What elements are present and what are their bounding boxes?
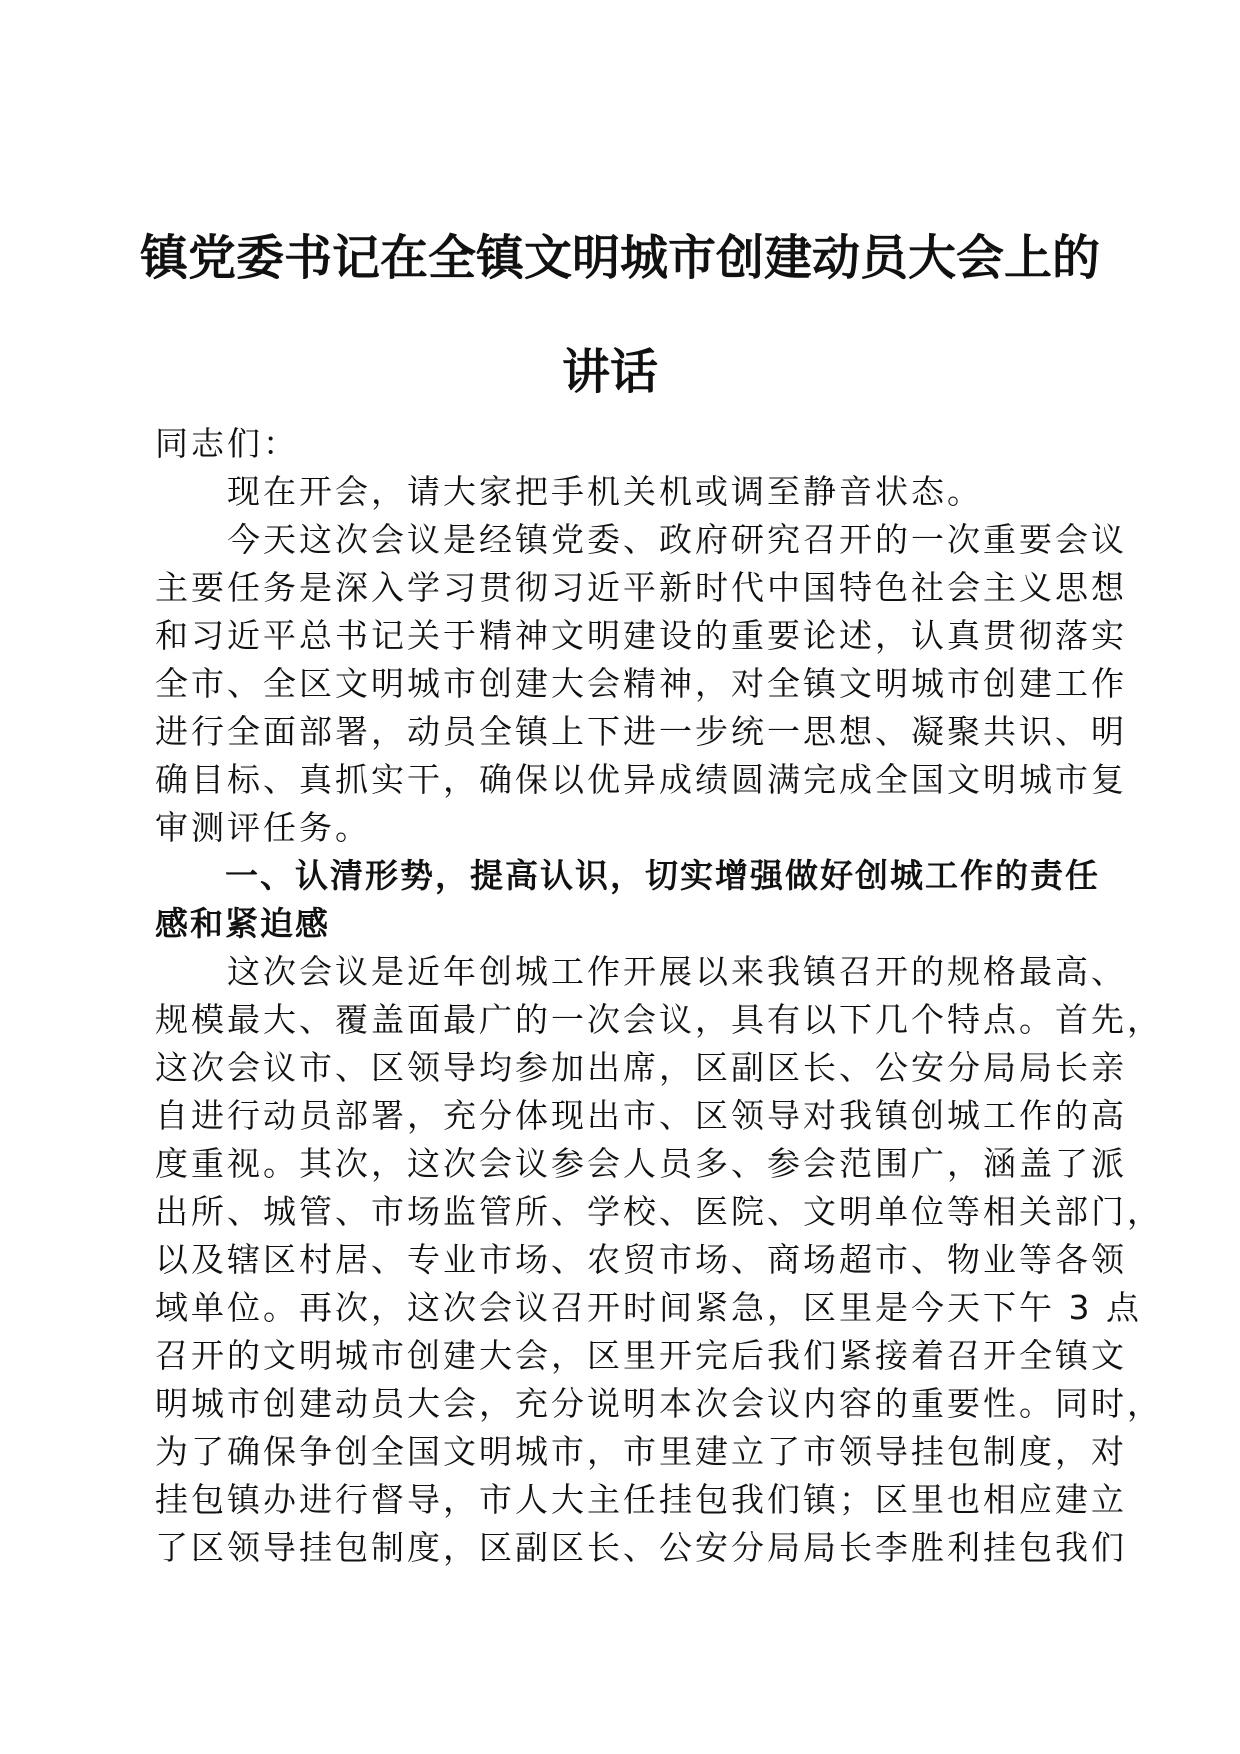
paragraph-line: 这次会议是近年创城工作开展以来我镇召开的规格最高、 [155,952,1127,991]
document-title-line-1: 镇党委书记在全镇文明城市创建动员大会上的 [140,230,1101,286]
document-title-line-2: 讲话 [561,344,658,400]
paragraph-line: 以及辖区村居、专业市场、农贸市场、商场超市、物业等各领 [155,1240,1127,1279]
paragraph-line: 主要任务是深入学习贯彻习近平新时代中国特色社会主义思想 [155,568,1127,607]
salutation: 同志们： [155,424,299,463]
paragraph-line: 确目标、真抓实干，确保以优异成绩圆满完成全国文明城市复 [155,760,1127,799]
paragraph-line: 和习近平总书记关于精神文明建设的重要论述，认真贯彻落实 [155,616,1127,655]
paragraph-line: 自进行动员部署，充分体现出市、区领导对我镇创城工作的高 [155,1096,1127,1135]
paragraph-line: 今天这次会议是经镇党委、政府研究召开的一次重要会议 [155,520,1127,559]
paragraph-line: 召开的文明城市创建大会，区里开完后我们紧接着召开全镇文 [155,1336,1127,1375]
paragraph-line: 进行全面部署，动员全镇上下进一步统一思想、凝聚共识、明 [155,712,1127,751]
paragraph-line: 域单位。再次，这次会议召开时间紧急，区里是今天下午 3 点 [155,1288,1142,1327]
paragraph-line: 规模最大、覆盖面最广的一次会议，具有以下几个特点。首先， [155,1000,1163,1039]
paragraph-line: 挂包镇办进行督导，市人大主任挂包我们镇；区里也相应建立 [155,1480,1127,1519]
paragraph-line: 为了确保争创全国文明城市，市里建立了市领导挂包制度，对 [155,1432,1127,1471]
paragraph-line: 全市、全区文明城市创建大会精神，对全镇文明城市创建工作 [155,664,1127,703]
paragraph-line: 明城市创建动员大会，充分说明本次会议内容的重要性。同时， [155,1384,1163,1423]
paragraph-line: 这次会议市、区领导均参加出席，区副区长、公安分局局长亲 [155,1048,1127,1087]
section-heading-line: 感和紧迫感 [155,904,330,943]
paragraph-line: 出所、城管、市场监管所、学校、医院、文明单位等相关部门， [155,1192,1163,1231]
section-heading-line: 一、认清形势，提高认识，切实增强做好创城工作的责任 [155,856,1100,895]
paragraph-line: 了区领导挂包制度，区副区长、公安分局局长李胜利挂包我们 [155,1528,1127,1567]
paragraph-line: 现在开会，请大家把手机关机或调至静音状态。 [155,472,983,511]
paragraph-line: 审测评任务。 [155,808,371,847]
paragraph-line: 度重视。其次，这次会议参会人员多、参会范围广，涵盖了派 [155,1144,1127,1183]
